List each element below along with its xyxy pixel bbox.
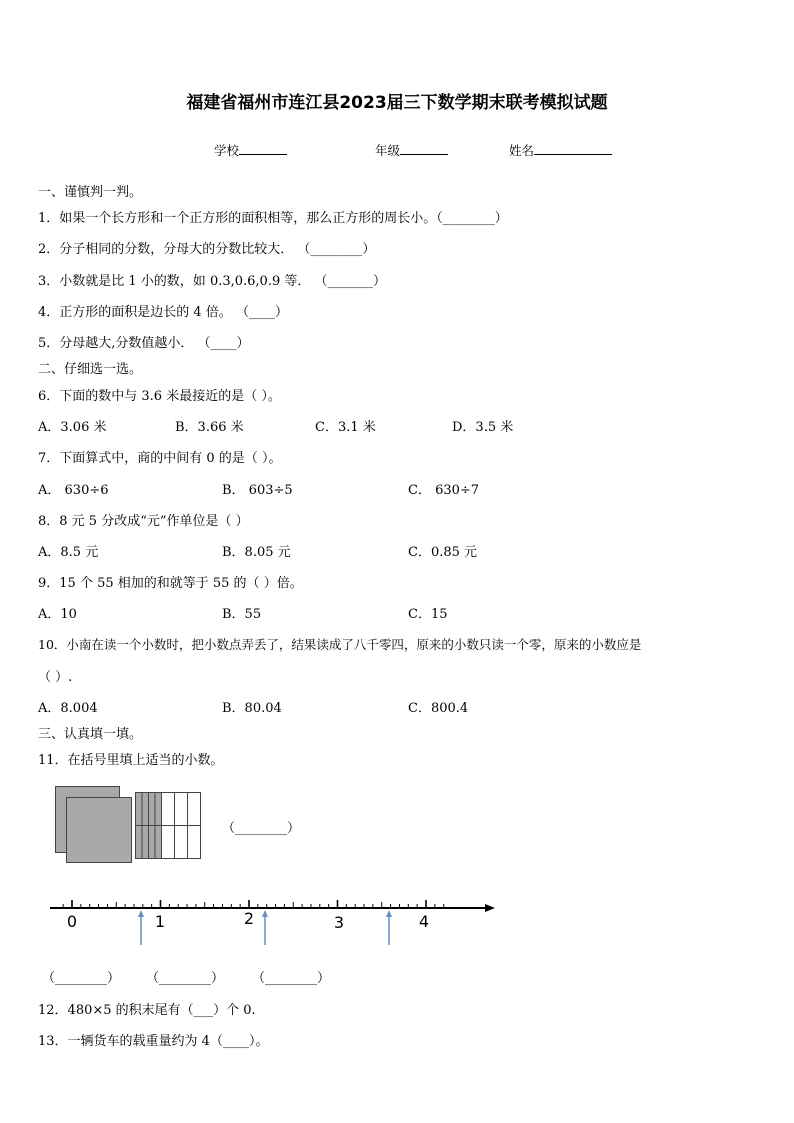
question-5: 5．分母越大,分数值越小． （____）	[38, 336, 250, 351]
number-line-ticks	[63, 900, 444, 908]
tick-label-2: 2	[243, 909, 255, 928]
question-1: 1．如果一个长方形和一个正方形的面积相等，那么正方形的周长小。（________）	[38, 211, 508, 226]
pointer-arrow-1	[138, 910, 144, 945]
question-12: 12．480×5 的积末尾有（___）个 0.	[38, 1003, 256, 1018]
number-line-blank-1[interactable]: （________）	[42, 971, 121, 986]
option-10a[interactable]: A．8.004	[38, 701, 98, 716]
page-title: 福建省福州市连江县2023届三下数学期末联考模拟试题	[186, 93, 608, 113]
tick-label-4: 4	[418, 912, 430, 931]
option-6c[interactable]: C．3.1 米	[315, 420, 376, 435]
decimal-squares-figure	[50, 783, 210, 868]
option-6b[interactable]: B．3.66 米	[175, 420, 244, 435]
grade-field[interactable]	[375, 141, 448, 159]
option-7b[interactable]: B． 603÷5	[222, 483, 293, 498]
option-7a[interactable]: A． 630÷6	[38, 483, 109, 498]
question-9: 9．15 个 55 相加的和就等于 55 的（ ）倍。	[38, 576, 303, 591]
option-6a[interactable]: A．3.06 米	[38, 420, 107, 435]
option-9c[interactable]: C．15	[408, 607, 448, 622]
school-label: 学校	[214, 143, 240, 158]
grade-label: 年级	[375, 143, 401, 158]
number-line-blank-2[interactable]: （________）	[146, 971, 225, 986]
option-7c[interactable]: C． 630÷7	[408, 483, 480, 498]
pointer-arrow-3	[386, 910, 392, 945]
tick-label-0: 0	[66, 912, 78, 931]
number-line-blank-3[interactable]: （________）	[252, 971, 331, 986]
number-line	[45, 893, 500, 949]
option-10c[interactable]: C．800.4	[408, 701, 469, 716]
question-4: 4．正方形的面积是边长的 4 倍。 （____）	[38, 305, 288, 320]
pointer-arrow-2	[262, 910, 268, 945]
name-label: 姓名	[509, 143, 535, 158]
question-10-line1: 10．小南在读一个小数时，把小数点弄丢了，结果读成了八千零四，原来的小数只读一个零，原来的小数应是	[38, 637, 642, 652]
square-answer-blank[interactable]: （________）	[222, 821, 301, 836]
name-field[interactable]	[509, 141, 612, 159]
question-8: 8．8 元 5 分改成“元”作单位是（ ）	[38, 514, 249, 529]
option-10b[interactable]: B．80.04	[222, 701, 282, 716]
option-8c[interactable]: C．0.85 元	[408, 545, 478, 560]
section-heading-2: 二、仔细选一选。	[38, 362, 143, 377]
full-square-front	[67, 798, 132, 863]
option-8a[interactable]: A．8.5 元	[38, 545, 99, 560]
question-11: 11．在括号里填上适当的小数。	[38, 753, 224, 768]
question-6: 6．下面的数中与 3.6 米最接近的是（ ）。	[38, 389, 281, 404]
school-blank[interactable]	[239, 142, 287, 155]
question-13: 13．一辆货车的载重量约为 4（____）。	[38, 1034, 269, 1049]
option-6d[interactable]: D．3.5 米	[452, 420, 514, 435]
number-line-arrow-icon	[485, 904, 495, 912]
option-9b[interactable]: B．55	[222, 607, 262, 622]
tick-label-1: 1	[154, 912, 166, 931]
question-3: 3．小数就是比 1 小的数，如 0.3,0.6,0.9 等． （_______）	[38, 274, 386, 289]
question-7: 7．下面算式中，商的中间有 0 的是（ ）。	[38, 451, 282, 466]
question-2: 2．分子相同的分数，分母大的分数比较大． （________）	[38, 242, 376, 257]
tick-label-3: 3	[333, 913, 345, 932]
school-field[interactable]	[214, 141, 287, 159]
section-heading-1: 一、谨慎判一判。	[38, 185, 143, 200]
name-blank[interactable]	[534, 142, 612, 155]
section-heading-3: 三、认真填一填。	[38, 727, 143, 742]
option-9a[interactable]: A．10	[38, 607, 77, 622]
grade-blank[interactable]	[400, 142, 448, 155]
question-10-line2: （ ）.	[38, 670, 73, 685]
option-8b[interactable]: B．8.05 元	[222, 545, 291, 560]
